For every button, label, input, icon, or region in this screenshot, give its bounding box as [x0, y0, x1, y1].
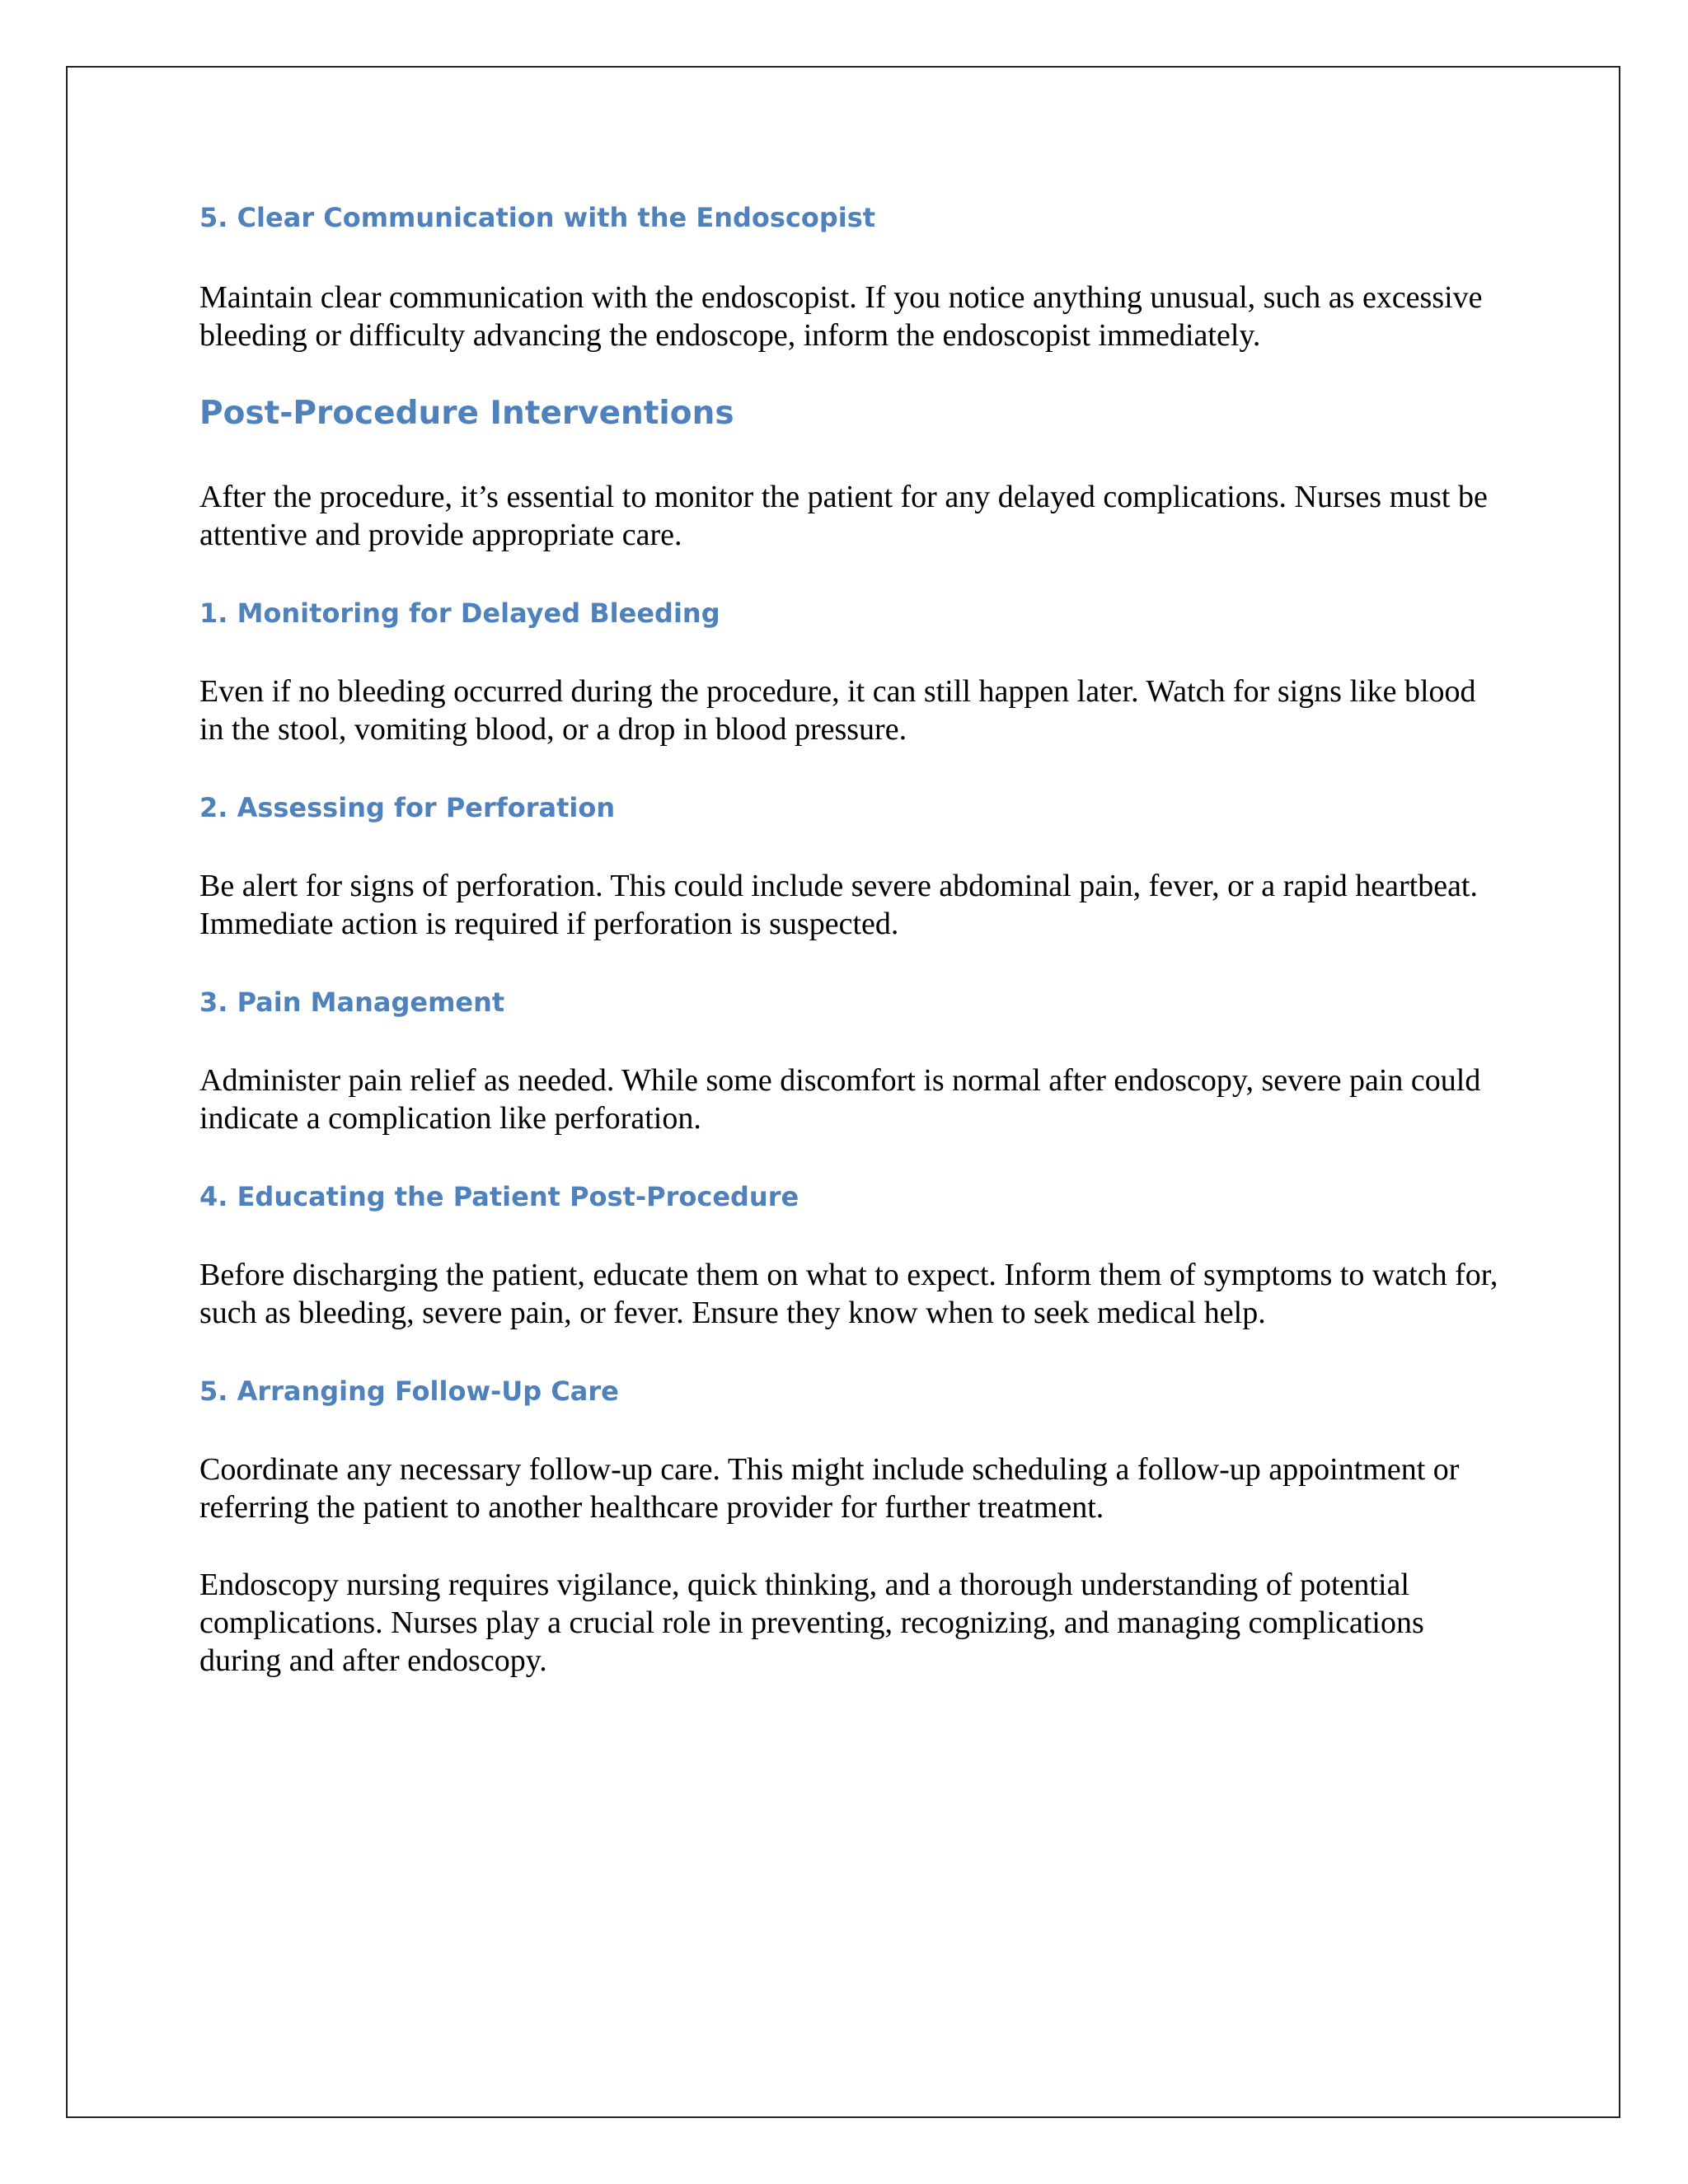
paragraph-assessing-perforation: Be alert for signs of perforation. This could include severe abdominal pain, fever, or a rapid heartbeat. Immediate action is required if perforation is suspected. — [199, 869, 1478, 941]
heading-assessing-perforation: 2. Assessing for Perforation — [199, 792, 616, 823]
paragraph-clear-communication: Maintain clear communication with the endoscopist. If you notice anything unusual, such as excessive bleeding or difficulty advancing the endoscope, inform the endoscopist immediately. — [199, 280, 1483, 353]
heading-monitoring-delayed-bleeding: 1. Monitoring for Delayed Bleeding — [199, 598, 720, 629]
paragraph-monitoring-delayed-bleeding: Even if no bleeding occurred during the procedure, it can still happen later. Watch for signs like blood in the stool, vomiting blood, or a drop in blood pressure. — [199, 674, 1476, 747]
paragraph-educating-patient: Before discharging the patient, educate them on what to expect. Inform them of symptoms to watch for, such as bleeding, severe pain, or fever. Ensure they know when to seek medical help. — [199, 1258, 1498, 1330]
paragraph-conclusion: Endoscopy nursing requires vigilance, quick thinking, and a thorough understanding of potential complications. Nurses play a crucial role in preventing, recognizing, and managing complications during and after endoscopy. — [199, 1568, 1424, 1678]
paragraph-follow-up-care: Coordinate any necessary follow-up care. This might include scheduling a follow-up appointment or referring the patient to another healthcare provider for further treatment. — [199, 1452, 1460, 1525]
paragraph-post-procedure-intro: After the procedure, it’s essential to monitor the patient for any delayed complications. Nurses must be attentive and provide appropriate care. — [199, 480, 1488, 552]
heading-pain-management: 3. Pain Management — [199, 987, 505, 1018]
heading-post-procedure-interventions: Post-Procedure Interventions — [199, 395, 734, 432]
heading-follow-up-care: 5. Arranging Follow-Up Care — [199, 1376, 619, 1407]
paragraph-pain-management: Administer pain relief as needed. While some discomfort is normal after endoscopy, severe pain could indicate a complication like perforation. — [199, 1063, 1481, 1136]
heading-educating-patient: 4. Educating the Patient Post-Procedure — [199, 1181, 799, 1212]
heading-clear-communication: 5. Clear Communication with the Endoscopist — [199, 202, 876, 233]
